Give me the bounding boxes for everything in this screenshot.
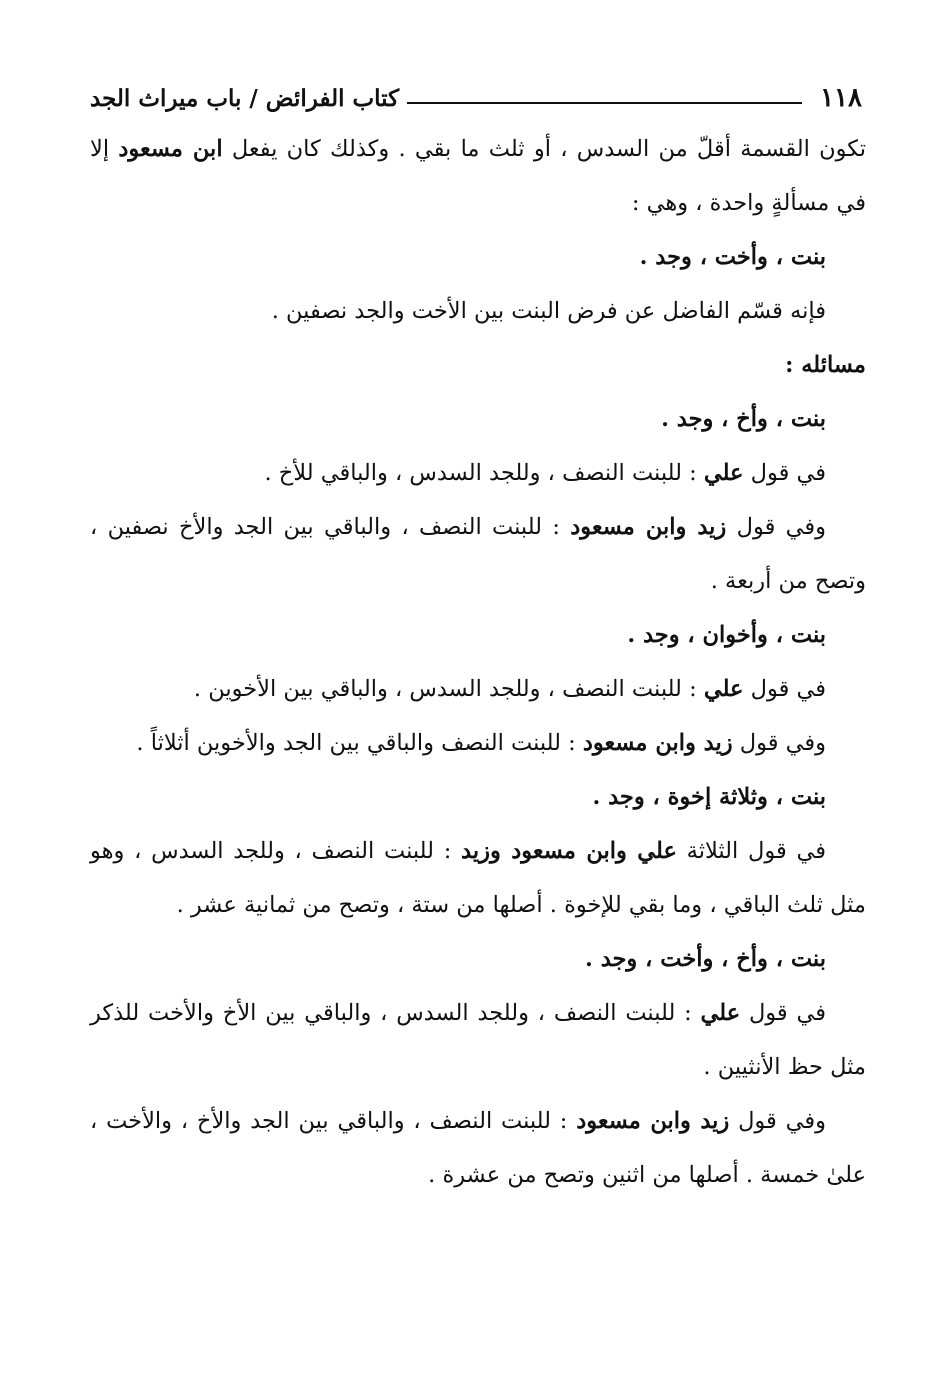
- text-run: في قول: [743, 676, 826, 702]
- header-rule: [407, 102, 802, 104]
- body-paragraph: [90, 122, 866, 230]
- bold-name: علي وابن مسعود وزيد: [461, 838, 677, 864]
- body-paragraph: [90, 446, 866, 500]
- text-run: : للبنت النصف ، والباقي بين الجد والأخ نصفين ، وتصح من أربعة .: [90, 514, 866, 594]
- body-paragraph: [90, 716, 866, 770]
- body-paragraph: [90, 662, 866, 716]
- page-body: [90, 122, 866, 1202]
- text-run: في قول: [743, 460, 826, 486]
- bold-name: علي: [703, 460, 744, 486]
- body-paragraph: [90, 500, 866, 608]
- text-run: : للبنت النصف والباقي بين الجد والأخوين أثلاثاً .: [136, 730, 583, 756]
- bold-name: علي: [700, 1000, 741, 1026]
- bold-name: زيد وابن مسعود: [582, 730, 733, 756]
- bold-name: علي: [703, 676, 744, 702]
- body-paragraph: [90, 986, 866, 1094]
- case-heading: بنت ، وأخت ، وجد .: [639, 244, 826, 270]
- page-number: ١١٨: [820, 83, 862, 113]
- text-run: وفي قول: [729, 1108, 827, 1134]
- body-paragraph: [90, 284, 866, 338]
- page-header: [90, 78, 862, 118]
- case-heading: بنت ، وأخ ، وأخت ، وجد .: [585, 946, 826, 972]
- text-run: : للبنت النصف ، والباقي بين الجد والأخ ، والأخت ، علىٰ خمسة . أصلها من اثنين وتصح من عشرة .: [90, 1108, 866, 1188]
- text-run: إلا في مسألةٍ واحدة ، وهي :: [90, 136, 866, 216]
- text-run: : للبنت النصف ، وللجد السدس ، وهو مثل ثلث الباقي ، وما بقي للإخوة . أصلها من ستة ، وتصح من ثمانية عشر .: [90, 838, 866, 918]
- case-heading: بنت ، وأخ ، وجد .: [661, 406, 826, 432]
- case-heading: بنت ، وأخوان ، وجد .: [627, 622, 826, 648]
- text-run: : للبنت النصف ، وللجد السدس ، والباقي بين الأخوين .: [193, 676, 704, 702]
- text-run: وفي قول: [726, 514, 827, 540]
- text-run: تكون القسمة أقلّ من السدس ، أو ثلث ما بقي . وكذلك كان يفعل: [222, 136, 866, 162]
- running-title: كتاب الفرائض / باب ميراث الجد: [90, 84, 400, 112]
- text-run: : للبنت النصف ، وللجد السدس ، والباقي للأخ .: [264, 460, 704, 486]
- text-run: فإنه قسّم الفاضل عن فرض البنت بين الأخت والجد نصفين .: [271, 298, 826, 324]
- section-heading: مسائله :: [785, 352, 866, 378]
- case-heading: بنت ، وثلاثة إخوة ، وجد .: [592, 784, 826, 810]
- body-paragraph: [90, 1094, 866, 1202]
- text-run: وفي قول: [732, 730, 826, 756]
- text-run: : للبنت النصف ، وللجد السدس ، والباقي بين الأخ والأخت للذكر مثل حظ الأنثيين .: [90, 1000, 866, 1080]
- bold-name: زيد وابن مسعود: [576, 1108, 730, 1134]
- text-run: في قول الثلاثة: [676, 838, 827, 864]
- body-paragraph: [90, 824, 866, 932]
- text-run: في قول: [740, 1000, 827, 1026]
- bold-name: زيد وابن مسعود: [570, 514, 727, 540]
- bold-name: ابن مسعود: [118, 136, 223, 162]
